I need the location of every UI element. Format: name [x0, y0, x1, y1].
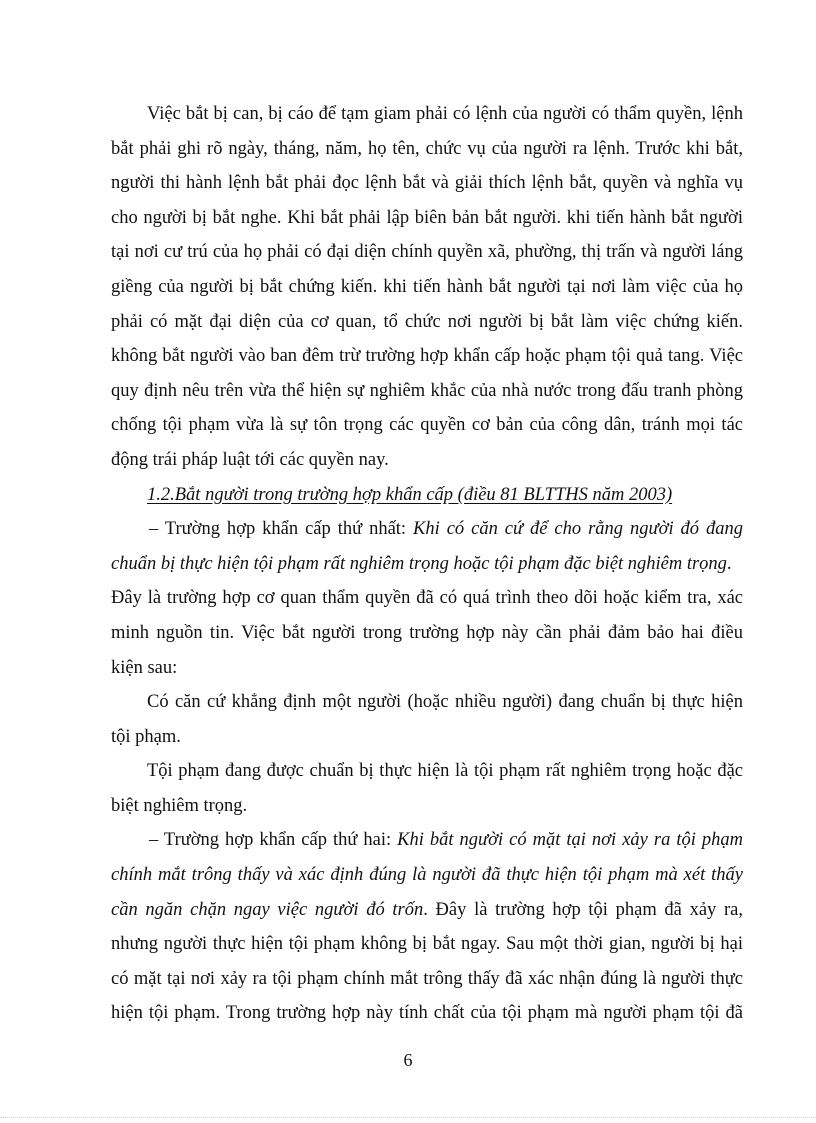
paragraph-line: phải có mặt đại diện của cơ quan, tổ chức nơi người bị bắt làm việc chứng kiến.	[111, 311, 743, 332]
paragraph-line: không bắt người vào ban đêm trừ trường hợp khẩn cấp hoặc phạm tội quả tang. Việc	[111, 346, 743, 367]
case-two-italic: chính mắt trông thấy và xác định đúng là người đã thực hiện tội phạm mà xét thấy	[111, 865, 743, 886]
case-one-line	[111, 547, 743, 582]
condition-one-line: Có căn cứ khẳng định một người (hoặc nhiều người) đang chuẩn bị thực hiện	[147, 692, 743, 713]
paragraph-line: chống tội phạm vừa là sự tôn trọng các quyền cơ bản của công dân, tránh mọi tác	[111, 415, 743, 436]
case-one-line: kiện sau:	[111, 657, 178, 678]
case-two-line	[111, 893, 743, 928]
paragraph-line: Việc bắt bị can, bị cáo để tạm giam phải có lệnh của người có thẩm quyền, lệnh	[147, 104, 743, 124]
case-one-line: Đây là trường hợp cơ quan thẩm quyền đã có quá trình theo dõi hoặc kiểm tra, xác	[111, 588, 743, 609]
condition-two-line: biệt nghiêm trọng.	[111, 795, 248, 816]
case-one-italic: Khi có căn cứ để cho rằng người đó đang	[413, 519, 743, 540]
case-two-line: hiện tội phạm. Trong trường hợp này tính chất của tội phạm mà người phạm tội đã	[111, 1003, 743, 1024]
page-number: 6	[403, 1050, 413, 1070]
paragraph-line: bắt phải ghi rõ ngày, tháng, năm, họ tên, chức vụ của người ra lệnh. Trước khi bắt,	[111, 138, 743, 159]
paragraph-line: người thi hành lệnh bắt phải đọc lệnh bắt và giải thích lệnh bắt, quyền và nghĩa vụ	[111, 173, 743, 194]
case-two-italic: Khi bắt người có mặt tại nơi xảy ra tội phạm	[397, 830, 743, 851]
paragraph-line: quy định nêu trên vừa thể hiện sự nghiêm khắc của nhà nước trong đấu tranh phòng	[111, 380, 743, 401]
body-text	[111, 97, 743, 1031]
case-two-line: có mặt tại nơi xảy ra tội phạm chính mắt trông thấy đã xác nhận đúng là người thực	[111, 968, 743, 989]
case-two-continuation: . Đây là trường hợp tội phạm đã xảy ra,	[423, 899, 743, 920]
paragraph-line: giềng của người bị bắt chứng kiến. khi tiến hành bắt người tại nơi làm việc của họ	[111, 276, 743, 297]
case-one-line: minh nguồn tin. Việc bắt người trong trường hợp này cần phải đảm bảo hai điều	[111, 622, 743, 643]
case-two-lead: – Trường hợp khẩn cấp thứ hai:	[149, 830, 398, 851]
case-one-lead: – Trường hợp khẩn cấp thứ nhất:	[149, 519, 414, 540]
page-bottom-divider	[0, 1117, 816, 1118]
condition-two-line: Tội phạm đang được chuẩn bị thực hiện là tội phạm rất nghiêm trọng hoặc đặc	[147, 761, 743, 782]
case-two-line: nhưng người thực hiện tội phạm không bị bắt ngay. Sau một thời gian, người bị hại	[111, 934, 743, 955]
paragraph-line: động trái pháp luật tới các quyền nay.	[111, 449, 389, 470]
case-one-period: .	[726, 553, 732, 574]
paragraph-line: tại nơi cư trú của họ phải có đại diện chính quyền xã, phường, thị trấn và người láng	[111, 242, 743, 263]
case-two-line	[111, 858, 743, 893]
case-one-italic: chuẩn bị thực hiện tội phạm rất nghiêm trọng hoặc tội phạm đặc biệt nghiêm trọng	[111, 553, 727, 574]
section-heading: 1.2.Bắt người trong trường hợp khẩn cấp (điều 81 BLTTHS năm 2003)	[147, 484, 673, 505]
case-two-italic: cần ngăn chặn ngay việc người đó trốn	[111, 899, 424, 920]
condition-one-line: tội phạm.	[111, 726, 181, 747]
case-two-line	[111, 823, 743, 858]
case-one-line	[111, 512, 743, 547]
paragraph-line: cho người bị bắt nghe. Khi bắt phải lập biên bản bắt người. khi tiến hành bắt người	[111, 207, 743, 228]
